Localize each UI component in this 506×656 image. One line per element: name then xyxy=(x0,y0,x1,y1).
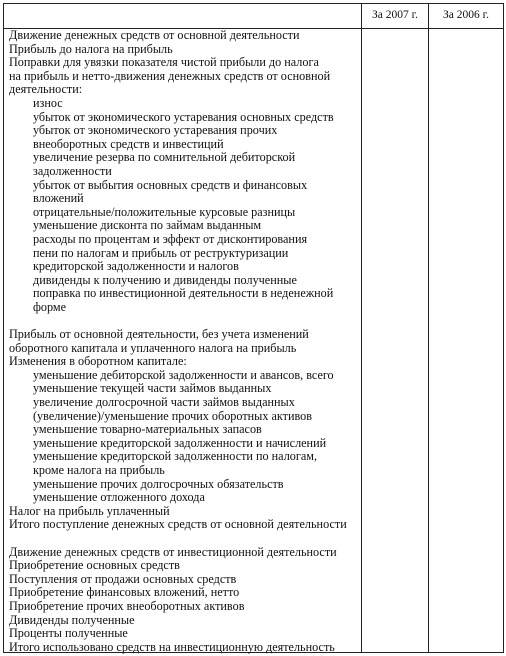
column-divider xyxy=(428,4,429,652)
row-label: уменьшение текущей части займов выданных xyxy=(33,381,272,396)
row-label: Поправки для увязки показателя чистой прибыли до налога xyxy=(9,55,319,70)
row-label: Поступления от продажи основных средств xyxy=(9,571,237,586)
row-label: задолженности xyxy=(33,163,112,178)
row-label: Приобретение основных средств xyxy=(9,558,180,573)
row-label: кредиторской задолженности и налогов xyxy=(33,259,239,274)
row-label: Дивиденды полученные xyxy=(9,612,135,627)
row-label: уменьшение дисконта по займам выданным xyxy=(33,218,262,233)
row-label: пени по налогам и прибыль от реструктуризации xyxy=(33,245,289,260)
row-label: Изменения в оборотном капитале: xyxy=(9,354,187,369)
row-label: вложений xyxy=(33,191,84,206)
row-label: увеличение резерва по сомнительной дебиторской xyxy=(33,150,296,165)
row-label: уменьшение товарно-материальных запасов xyxy=(33,422,262,437)
cash-flow-table xyxy=(3,3,504,653)
row-label: уменьшение прочих долгосрочных обязательств xyxy=(33,476,284,491)
row-label: расходы по процентам и эффект от дисконтирования xyxy=(33,231,308,246)
row-label: убыток от экономического устаревания основных средств xyxy=(33,109,334,124)
row-label: Движение денежных средств от основной деятельности xyxy=(9,28,300,42)
row-label: внеоборотных средств и инвестиций xyxy=(33,136,224,151)
column-divider xyxy=(361,4,362,652)
row-label: отрицательные/положительные курсовые разницы xyxy=(33,204,296,219)
row-label: Итого использовано средств на инвестиционную деятельность xyxy=(9,639,335,654)
column-header-2006: За 2006 г. xyxy=(443,9,489,21)
row-label: форме xyxy=(33,299,67,314)
row-label: Приобретение финансовых вложений, нетто xyxy=(9,585,240,600)
row-label: дивиденды к получению и дивиденды полученные xyxy=(33,272,297,287)
row-label: Приобретение прочих внеоборотных активов xyxy=(9,598,245,613)
row-label: Проценты полученные xyxy=(9,626,128,641)
row-label: на прибыль и нетто-движения денежных средств от основной xyxy=(9,68,331,83)
row-label: деятельности: xyxy=(9,82,83,97)
row-label: оборотного капитала и уплаченного налога на прибыль xyxy=(9,340,297,355)
row-label: убыток от экономического устаревания прочих xyxy=(33,123,278,138)
row-label: поправка по инвестиционной деятельности в неденежной xyxy=(33,286,334,301)
row-label: увеличение долгосрочной части займов выданных xyxy=(33,395,295,410)
column-header-2007: За 2007 г. xyxy=(372,9,418,21)
row-label: Прибыль от основной деятельности, без учета изменений xyxy=(9,327,309,342)
row-label: кроме налога на прибыль xyxy=(33,463,165,477)
row-label: убыток от выбытия основных средств и финансовых xyxy=(33,177,308,192)
row-label: Налог на прибыль уплаченный xyxy=(9,503,170,518)
row-label: уменьшение отложенного дохода xyxy=(33,490,205,505)
row-label: Движение денежных средств от инвестиционной деятельности xyxy=(9,544,337,559)
row-label: (увеличение)/уменьшение прочих оборотных активов xyxy=(33,408,313,423)
row-label: уменьшение кредиторской задолженности и начислений xyxy=(33,435,327,450)
row-labels xyxy=(9,29,357,654)
row-label: уменьшение кредиторской задолженности по налогам, xyxy=(33,449,318,464)
row-label: уменьшение дебиторской задолженности и авансов, всего xyxy=(33,367,334,382)
spacer xyxy=(9,532,357,546)
row-label: Прибыль до налога на прибыль xyxy=(9,41,173,56)
row-label: Итого поступление денежных средств от основной деятельности xyxy=(9,517,347,532)
spacer xyxy=(9,314,357,328)
row-label: износ xyxy=(33,95,63,110)
